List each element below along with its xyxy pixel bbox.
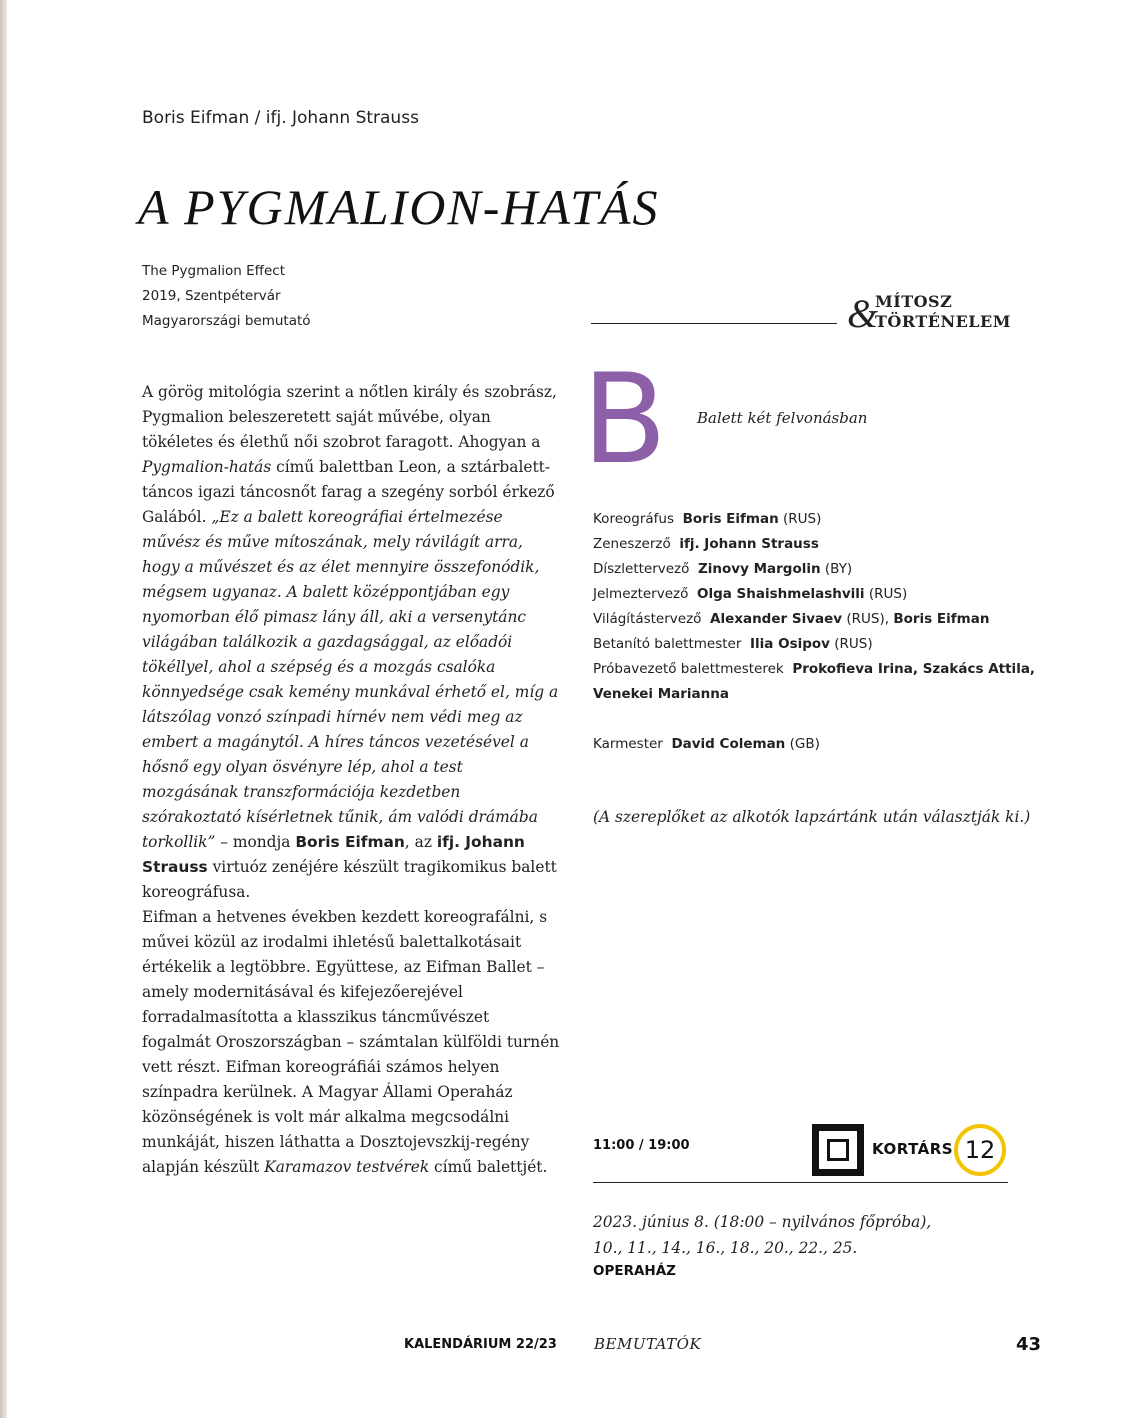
genre-subtitle: Balett két felvonásban	[697, 409, 868, 427]
name-boris-eifman: Boris Eifman	[295, 833, 405, 851]
premiere-type: Magyarországi bemutató	[142, 313, 311, 329]
article-paragraph-2: Eifman a hetvenes években kezdett koreografálni, s művei közül az irodalmi ihletésű balettalkotásait értékelik a legtöbbre. Együttese, az Eifman Ballet – amely modernitásával és kifejezőerejével forradalmasította a klasszikus táncművészet fogalmát Oroszországban – számtalan külföldi turnén vett részt. Eifman koreográfiái számos helyen színpadra kerülnek. A Magyar Állami Operaház közönségének is volt már alkalma megcsodálni munkáját, hiszen láthatta a Dosztojevszkij-regény alapján készült Karamazov testvérek című balettjét.	[142, 908, 560, 1176]
credit-row: Próbavezető balettmesterek Prokofieva Irina, Szakács Attila,	[593, 661, 1036, 677]
page-edge	[0, 0, 7, 1418]
mitosz-tortenelem-logo	[847, 290, 1047, 338]
credit-row: Koreográfus Boris Eifman (RUS)	[593, 511, 822, 527]
credit-row: Díszlettervező Zinovy Margolin (BY)	[593, 561, 853, 577]
credit-row-continued: Venekei Marianna	[593, 686, 730, 702]
credit-row: Karmester David Coleman (GB)	[593, 736, 820, 752]
dates-line-1: 2023. június 8. (18:00 – nyilvános főpróba),	[593, 1213, 932, 1231]
credit-gap	[593, 707, 1023, 732]
article-paragraph-1: A görög mitológia szerint a nőtlen király és szobrász, Pygmalion beleszeretett saját művébe, olyan tökéletes és élethű női szobrot faragott. Ahogyan a Pygmalion-hatás című balettban Leon, a sztárbalett-táncos igazi táncosnőt farag a szegény sorból érkező Galából. „Ez a balett koreográfiai értelmezése művész és műve mítoszának, mely rávilágít arra, hogy a művészet és az élet mennyire összefonódik, mégsem ugyanaz. A balett középpontjában egy nyomorban élő pimasz lány áll, aki a versenytánc világában találkozik a gazdagsággal, az előadói tökéllyel, ahol a szépség és a mozgás csalóka könnyedsége csak kemény munkával érhető el, míg a látszólag vonzó színpadi hírnév nem védi meg az embert a magánytól. A híres táncos vezetésével a hősnő egy olyan ösvényre lép, ahol a test mozgásának transzformációja kezdetben szórakoztató kísérletnek tűnik, ám valódi drámába torkollik” – mondja Boris Eifman, az ifj. Johann Strauss virtuóz zenéjére készült tragikomikus balett koreográfusa.	[142, 383, 559, 901]
schedule-divider	[593, 1182, 1008, 1183]
year-city: 2019, Szentpétervár	[142, 288, 281, 304]
page-title: A PYGMALION-HATÁS	[138, 179, 660, 235]
performance-dates	[593, 1209, 931, 1261]
page-number: 43	[1016, 1334, 1042, 1355]
eifman-quote: „Ez a balett koreográfiai értelmezése művész és műve mítoszának, mely rávilágít arra, hogy a művészet és az élet mennyire összefonódik, mégsem ugyanaz. A balett középpontjában egy nyomorban élő pimasz lány áll, aki a versenytánc világában találkozik a gazdagsággal, az előadói tökéllyel, ahol a szépség és a mozgás csalóka könnyedsége csak kemény munkával érhető el, míg a látszólag vonzó színpadi hírnév nem védi meg az embert a magánytól. A híres táncos vezetésével a hősnő egy olyan ösvényre lép, ahol a test mozgásának transzformációja kezdetben szórakoztató kísérletnek tűnik, ám valódi drámába torkollik”	[142, 508, 559, 851]
authors: Boris Eifman / ifj. Johann Strauss	[142, 108, 419, 128]
age-rating-badge: 12	[954, 1124, 1006, 1176]
logo-word-mitosz: MÍTOSZ	[875, 292, 953, 311]
kortars-square-icon	[812, 1124, 864, 1176]
credit-row: Jelmeztervező Olga Shaishmelashvili (RUS)	[593, 586, 908, 602]
credit-row: Zeneszerző ifj. Johann Strauss	[593, 536, 819, 552]
footer-publication: KALENDÁRIUM 22/23	[404, 1337, 557, 1352]
cast-note: (A szereplőket az alkotók lapzártánk után választják ki.)	[593, 808, 1031, 826]
section-divider	[591, 323, 837, 324]
credit-row: Betanító balettmester Ilia Osipov (RUS)	[593, 636, 873, 652]
dates-line-2: 10., 11., 14., 16., 18., 20., 22., 25.	[593, 1239, 858, 1257]
show-times: 11:00 / 19:00	[593, 1138, 690, 1153]
credit-row: Világítástervező Alexander Sivaev (RUS), Boris Eifman	[593, 611, 990, 627]
production-meta	[142, 259, 311, 334]
venue: OPERAHÁZ	[593, 1263, 676, 1279]
credits-list	[593, 507, 1036, 757]
footer-section: BEMUTATÓK	[594, 1335, 702, 1353]
original-title: The Pygmalion Effect	[142, 263, 285, 279]
ampersand-glyph: &	[847, 291, 879, 336]
series-label: KORTÁRS	[872, 1140, 954, 1158]
name-johann-strauss: ifj. Johann Strauss	[142, 833, 525, 876]
logo-word-tortenelem: TÖRTÉNELEM	[875, 312, 1011, 331]
drop-cap: B	[582, 348, 668, 492]
article-body	[142, 380, 562, 1180]
